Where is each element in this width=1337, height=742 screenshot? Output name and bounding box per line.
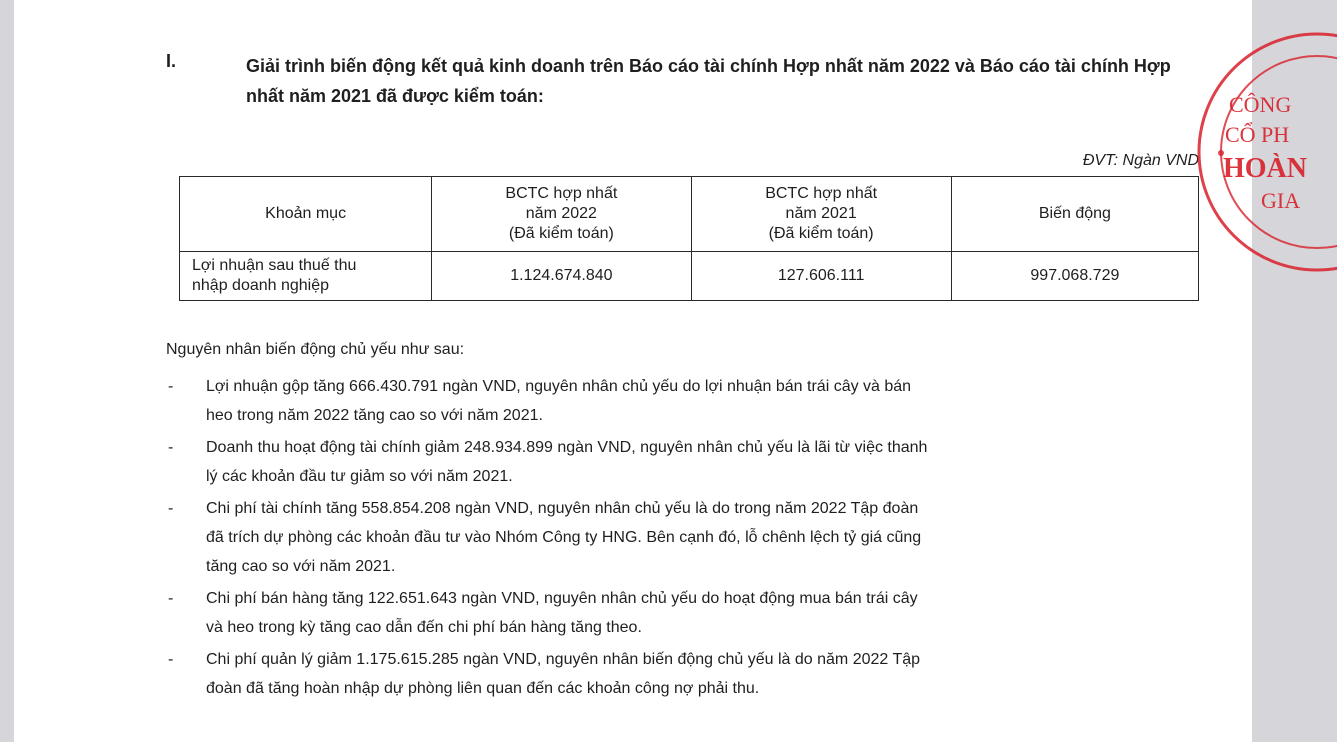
section-title: Giải trình biến động kết quả kinh doanh trên Báo cáo tài chính Hợp nhất năm 2022 và Báo cáo tài chính Hợp nhất năm 2021 đã được kiểm toán: xyxy=(246,56,1171,106)
list-item: - Chi phí tài chính tăng 558.854.208 ngàn VND, nguyên nhân chủ yếu là do trong năm 2022 Tập đoàn đã trích dự phòng các khoản đầu tư vào Nhóm Công ty HNG. Bên cạnh đó, lỗ chênh lệch tỷ giá cũng tăng cao so với năm 2021. xyxy=(166,494,1202,581)
results-table xyxy=(179,176,1199,301)
bullet-dash: - xyxy=(168,439,174,456)
company-seal-stamp xyxy=(1187,32,1337,272)
cell-change: 997.068.729 xyxy=(951,252,1198,301)
unit-label: ĐVT: Ngàn VND xyxy=(1082,152,1199,169)
bullet-dash: - xyxy=(168,651,174,668)
stamp-line-4: GIA xyxy=(1261,188,1301,213)
stamp-line-1: CÔNG xyxy=(1229,92,1292,117)
list-item: - Chi phí quản lý giảm 1.175.615.285 ngàn VND, nguyên nhân biến động chủ yếu là do năm 2022 Tập đoàn đã tăng hoàn nhập dự phòng liên quan đến các khoản công nợ phải thu. xyxy=(166,645,1202,703)
header-2021: BCTC hợp nhất năm 2021 (Đã kiểm toán) xyxy=(691,177,951,252)
bullet-dash: - xyxy=(168,500,174,517)
cell-item: Lợi nhuận sau thuế thu nhập doanh nghiệp xyxy=(180,252,432,301)
bullet-dash: - xyxy=(168,378,174,395)
header-change: Biến động xyxy=(951,177,1198,252)
list-item: - Chi phí bán hàng tăng 122.651.643 ngàn VND, nguyên nhân chủ yếu do hoạt động mua bán trái cây và heo trong kỳ tăng cao dẫn đến chi phí bán hàng tăng theo. xyxy=(166,584,1202,642)
list-item: - Doanh thu hoạt động tài chính giảm 248.934.899 ngàn VND, nguyên nhân chủ yếu là lãi từ việc thanh lý các khoản đầu tư giảm so với năm 2021. xyxy=(166,433,1202,491)
section-number: I. xyxy=(166,51,177,71)
cutoff-text-above xyxy=(189,0,459,3)
reasons-list xyxy=(166,372,1202,706)
document-page xyxy=(14,0,1307,742)
header-item: Khoản mục xyxy=(180,177,432,252)
table-row xyxy=(180,252,1199,301)
bullet-dash: - xyxy=(168,590,174,607)
cell-2021: 127.606.111 xyxy=(691,252,951,301)
stamp-line-2: CỔ PH xyxy=(1225,122,1290,147)
header-2022: BCTC hợp nhất năm 2022 (Đã kiểm toán) xyxy=(432,177,691,252)
table-header-row xyxy=(180,177,1199,252)
reasons-intro: Nguyên nhân biến động chủ yếu như sau: xyxy=(166,341,465,358)
list-item: - Lợi nhuận gộp tăng 666.430.791 ngàn VND, nguyên nhân chủ yếu do lợi nhuận bán trái cây và bán heo trong năm 2022 tăng cao so với năm 2021. xyxy=(166,372,1202,430)
stamp-line-3: HOÀN xyxy=(1223,153,1307,184)
cell-2022: 1.124.674.840 xyxy=(432,252,691,301)
